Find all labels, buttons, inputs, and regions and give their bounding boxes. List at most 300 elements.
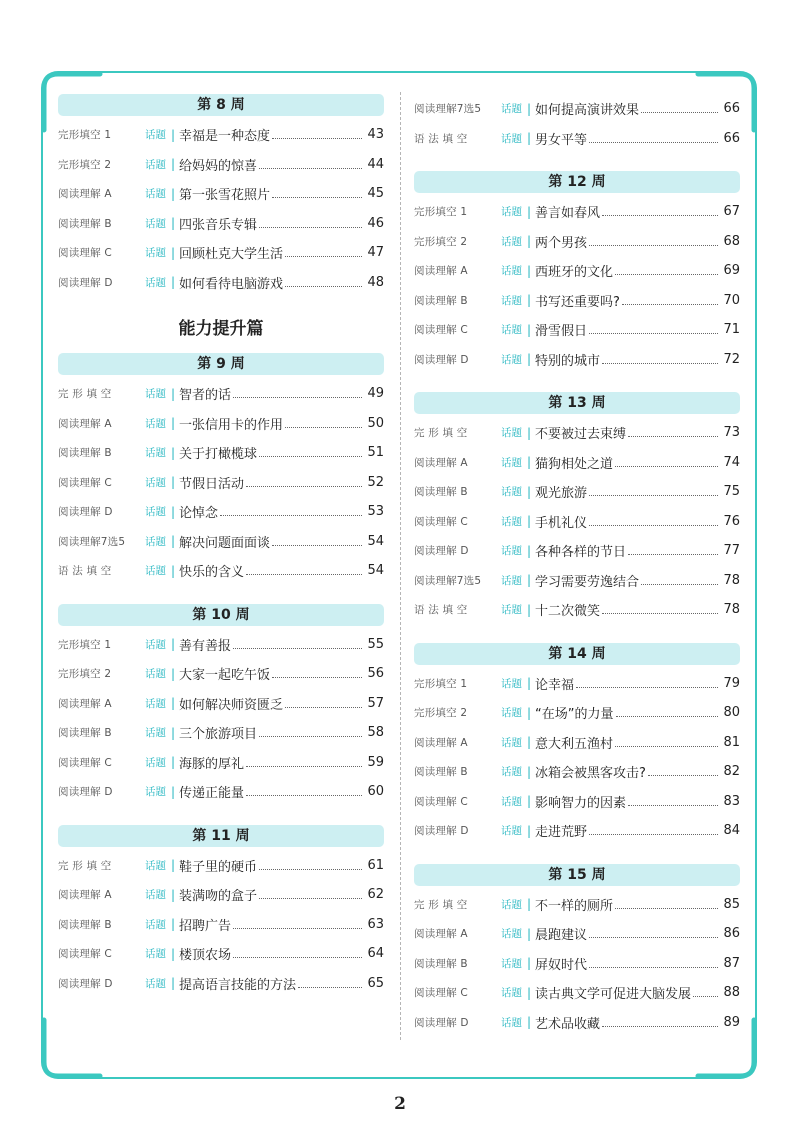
exercise-type-label: 阅读理解 D — [414, 1016, 469, 1029]
topic-tag: 话题 — [501, 545, 522, 558]
topic-tag: 话题 — [145, 276, 166, 289]
entry-page-number: 59 — [367, 754, 384, 770]
week-header: 第 13 周 — [414, 392, 740, 414]
topic-separator: | — [171, 887, 176, 902]
entry-title: 书写还重要吗? — [535, 294, 620, 310]
topic-tag: 话题 — [145, 859, 166, 872]
entry-title: 装满吻的盒子 — [179, 889, 258, 905]
entry-page-number: 48 — [367, 274, 384, 290]
toc-entry[interactable] — [58, 268, 384, 298]
week-header: 第 9 周 — [58, 353, 384, 375]
topic-separator: | — [527, 101, 532, 116]
topic-separator: | — [171, 976, 176, 991]
entry-title: 三个旅游项目 — [179, 727, 258, 743]
topic-separator: | — [527, 322, 532, 337]
topic-tag: 话题 — [501, 957, 522, 970]
toc-entry[interactable] — [414, 536, 740, 566]
dot-leader — [602, 613, 718, 614]
toc-entry[interactable] — [58, 910, 384, 940]
entry-page-number: 85 — [723, 896, 740, 912]
topic-tag: 话题 — [145, 756, 166, 769]
exercise-type-label: 语 法 填 空 — [414, 132, 468, 145]
dot-leader — [589, 245, 718, 246]
toc-entry[interactable] — [414, 919, 740, 949]
exercise-type-label: 阅读理解 B — [58, 727, 112, 740]
entry-title: 关于打橄榄球 — [179, 447, 258, 463]
topic-tag: 话题 — [501, 987, 522, 1000]
entry-title: 冰箱会被黑客攻击? — [535, 766, 646, 782]
exercise-type-label: 完 形 填 空 — [58, 388, 112, 401]
dot-leader — [285, 286, 362, 287]
topic-separator: | — [527, 956, 532, 971]
dot-leader — [272, 138, 362, 139]
entry-page-number: 80 — [723, 705, 740, 721]
topic-tag: 话题 — [145, 417, 166, 430]
topic-tag: 话题 — [501, 132, 522, 145]
block-spacer — [58, 586, 384, 604]
dot-leader — [220, 515, 362, 516]
exercise-type-label: 完形填空 1 — [58, 638, 112, 651]
topic-separator: | — [527, 985, 532, 1000]
exercise-type-label: 阅读理解 A — [58, 697, 112, 710]
entry-title: 海豚的厚礼 — [179, 756, 245, 772]
entry-title: 西班牙的文化 — [535, 265, 614, 281]
topic-tag: 话题 — [145, 476, 166, 489]
column-divider — [400, 92, 401, 1040]
toc-entry[interactable] — [414, 595, 740, 625]
topic-tag: 话题 — [145, 506, 166, 519]
entry-page-number: 66 — [723, 130, 740, 146]
topic-tag: 话题 — [145, 889, 166, 902]
entry-page-number: 79 — [723, 675, 740, 691]
topic-tag: 话题 — [145, 786, 166, 799]
toc-entry[interactable] — [58, 379, 384, 409]
topic-separator: | — [171, 534, 176, 549]
dot-leader — [272, 677, 362, 678]
topic-tag: 话题 — [501, 677, 522, 690]
topic-tag: 话题 — [501, 825, 522, 838]
toc-entry[interactable] — [414, 728, 740, 758]
topic-tag: 话题 — [501, 235, 522, 248]
toc-entry[interactable] — [58, 939, 384, 969]
topic-separator: | — [527, 455, 532, 470]
topic-separator: | — [171, 416, 176, 431]
topic-separator: | — [171, 245, 176, 260]
week-header: 第 14 周 — [414, 643, 740, 665]
topic-separator: | — [527, 234, 532, 249]
toc-entry[interactable] — [414, 757, 740, 787]
topic-tag: 话题 — [145, 697, 166, 710]
entry-title: 艺术品收藏 — [535, 1016, 601, 1032]
dot-leader — [259, 168, 362, 169]
topic-tag: 话题 — [145, 129, 166, 142]
toc-entry[interactable] — [414, 507, 740, 537]
dot-leader — [233, 928, 362, 929]
exercise-type-label: 完 形 填 空 — [414, 898, 468, 911]
topic-tag: 话题 — [145, 188, 166, 201]
entry-title: 不要被过去束缚 — [535, 427, 627, 443]
entry-title: 传递正能量 — [179, 786, 245, 802]
toc-entry[interactable] — [58, 969, 384, 999]
exercise-type-label: 完 形 填 空 — [58, 859, 112, 872]
topic-separator: | — [171, 637, 176, 652]
topic-separator: | — [527, 425, 532, 440]
entry-title: 智者的话 — [179, 388, 232, 404]
exercise-type-label: 完形填空 1 — [414, 206, 468, 219]
toc-entry[interactable] — [58, 209, 384, 239]
topic-tag: 话题 — [145, 535, 166, 548]
exercise-type-label: 阅读理解7选5 — [58, 535, 126, 548]
exercise-type-label: 阅读理解 A — [414, 456, 468, 469]
entry-page-number: 46 — [367, 215, 384, 231]
entry-page-number: 63 — [367, 916, 384, 932]
exercise-type-label: 完形填空 2 — [414, 707, 468, 720]
dot-leader — [615, 466, 718, 467]
dot-leader — [628, 554, 718, 555]
entry-title: 屏奴时代 — [535, 957, 588, 973]
toc-entry[interactable] — [58, 438, 384, 468]
topic-separator: | — [171, 186, 176, 201]
topic-tag: 话题 — [501, 294, 522, 307]
toc-entry[interactable] — [414, 1008, 740, 1038]
topic-separator: | — [527, 293, 532, 308]
topic-tag: 话题 — [501, 736, 522, 749]
topic-separator: | — [527, 735, 532, 750]
toc-entry[interactable] — [58, 468, 384, 498]
week-header: 第 10 周 — [58, 604, 384, 626]
topic-tag: 话题 — [501, 265, 522, 278]
entry-title: 读古典文学可促进大脑发展 — [535, 987, 692, 1003]
exercise-type-label: 完形填空 2 — [58, 668, 112, 681]
exercise-type-label: 阅读理解 B — [414, 294, 468, 307]
week-header: 第 11 周 — [58, 825, 384, 847]
topic-separator: | — [527, 352, 532, 367]
entry-title: 给妈妈的惊喜 — [179, 158, 258, 174]
toc-entry[interactable] — [58, 497, 384, 527]
toc-entry[interactable] — [58, 556, 384, 586]
entry-page-number: 89 — [723, 1014, 740, 1030]
exercise-type-label: 阅读理解 B — [58, 447, 112, 460]
topic-separator: | — [171, 666, 176, 681]
entry-page-number: 82 — [723, 764, 740, 780]
topic-tag: 话题 — [145, 158, 166, 171]
topic-tag: 话题 — [501, 324, 522, 337]
topic-separator: | — [171, 725, 176, 740]
entry-page-number: 74 — [723, 454, 740, 470]
exercise-type-label: 阅读理解 D — [58, 506, 113, 519]
topic-separator: | — [171, 504, 176, 519]
topic-separator: | — [527, 131, 532, 146]
entry-page-number: 78 — [723, 572, 740, 588]
dot-leader — [285, 427, 362, 428]
topic-separator: | — [171, 127, 176, 142]
entry-page-number: 62 — [367, 887, 384, 903]
exercise-type-label: 完形填空 2 — [414, 235, 468, 248]
dot-leader — [259, 227, 362, 228]
toc-entry[interactable] — [414, 698, 740, 728]
exercise-type-label: 阅读理解 C — [414, 515, 468, 528]
week-header: 第 15 周 — [414, 864, 740, 886]
topic-tag: 话题 — [145, 638, 166, 651]
exercise-type-label: 阅读理解 D — [414, 545, 469, 558]
toc-entry[interactable] — [414, 566, 740, 596]
entry-page-number: 75 — [723, 484, 740, 500]
toc-entry[interactable] — [414, 816, 740, 846]
topic-separator: | — [171, 696, 176, 711]
entry-title: 大家一起吃午饭 — [179, 668, 271, 684]
dot-leader — [589, 967, 718, 968]
topic-tag: 话题 — [145, 977, 166, 990]
dot-leader — [589, 333, 718, 334]
topic-separator: | — [171, 445, 176, 460]
entry-page-number: 67 — [723, 204, 740, 220]
dot-leader — [693, 996, 718, 997]
topic-separator: | — [171, 917, 176, 932]
topic-separator: | — [527, 794, 532, 809]
entry-title: 影响智力的因素 — [535, 795, 627, 811]
topic-separator: | — [171, 386, 176, 401]
toc-entry[interactable] — [58, 851, 384, 881]
entry-page-number: 72 — [723, 351, 740, 367]
topic-separator: | — [527, 573, 532, 588]
dot-leader — [246, 766, 362, 767]
exercise-type-label: 语 法 填 空 — [414, 604, 468, 617]
dot-leader — [285, 256, 362, 257]
toc-entry[interactable] — [414, 94, 740, 124]
entry-page-number: 57 — [367, 695, 384, 711]
toc-entry[interactable] — [414, 315, 740, 345]
toc-entry[interactable] — [58, 880, 384, 910]
dot-leader — [233, 957, 362, 958]
exercise-type-label: 阅读理解 D — [58, 786, 113, 799]
entry-title: “在场”的力量 — [535, 707, 614, 723]
toc-entry[interactable] — [414, 669, 740, 699]
topic-tag: 话题 — [145, 388, 166, 401]
dot-leader — [285, 707, 362, 708]
toc-entry[interactable] — [414, 197, 740, 227]
exercise-type-label: 完形填空 1 — [414, 677, 468, 690]
topic-separator: | — [171, 755, 176, 770]
topic-separator: | — [171, 216, 176, 231]
dot-leader — [648, 775, 718, 776]
entry-title: 论悼念 — [179, 506, 219, 522]
topic-tag: 话题 — [145, 668, 166, 681]
entry-title: 意大利五渔村 — [535, 736, 614, 752]
exercise-type-label: 阅读理解7选5 — [414, 103, 482, 116]
topic-separator: | — [171, 157, 176, 172]
toc-entry[interactable] — [414, 787, 740, 817]
block-spacer — [414, 374, 740, 392]
dot-leader — [615, 908, 718, 909]
toc-entry[interactable] — [414, 286, 740, 316]
entry-page-number: 88 — [723, 985, 740, 1001]
dot-leader — [233, 648, 362, 649]
topic-tag: 话题 — [501, 353, 522, 366]
dot-leader — [589, 495, 718, 496]
toc-entry[interactable] — [58, 527, 384, 557]
entry-title: 提高语言技能的方法 — [179, 977, 297, 993]
toc-entry[interactable] — [414, 890, 740, 920]
topic-tag: 话题 — [145, 247, 166, 260]
exercise-type-label: 阅读理解 C — [58, 247, 112, 260]
block-spacer — [414, 625, 740, 643]
toc-entry[interactable] — [58, 409, 384, 439]
toc-entry[interactable] — [414, 978, 740, 1008]
entry-page-number: 44 — [367, 156, 384, 172]
topic-separator: | — [527, 204, 532, 219]
dot-leader — [259, 869, 362, 870]
topic-tag: 话题 — [145, 217, 166, 230]
toc-entry[interactable] — [58, 179, 384, 209]
entry-title: 解决问题面面谈 — [179, 535, 271, 551]
toc-entry[interactable] — [414, 227, 740, 257]
dot-leader — [259, 898, 362, 899]
entry-title: 十二次微笑 — [535, 604, 601, 620]
dot-leader — [628, 805, 718, 806]
entry-title: 幸福是一种态度 — [179, 129, 271, 145]
exercise-type-label: 阅读理解 A — [414, 265, 468, 278]
entry-title: 走进荒野 — [535, 825, 588, 841]
entry-title: 快乐的含义 — [179, 565, 245, 581]
exercise-type-label: 阅读理解 D — [58, 977, 113, 990]
toc-entry[interactable] — [58, 659, 384, 689]
entry-title: 招聘广告 — [179, 918, 232, 934]
toc-entry[interactable] — [414, 124, 740, 154]
toc-left-column — [58, 94, 384, 998]
entry-page-number: 84 — [723, 823, 740, 839]
dot-leader — [602, 1026, 718, 1027]
topic-tag: 话题 — [501, 766, 522, 779]
exercise-type-label: 阅读理解 C — [414, 324, 468, 337]
entry-page-number: 86 — [723, 926, 740, 942]
topic-separator: | — [171, 475, 176, 490]
topic-separator: | — [527, 602, 532, 617]
topic-separator: | — [171, 784, 176, 799]
toc-entry[interactable] — [58, 718, 384, 748]
entry-title: 男女平等 — [535, 132, 588, 148]
entry-page-number: 50 — [367, 415, 384, 431]
exercise-type-label: 阅读理解 D — [414, 825, 469, 838]
entry-page-number: 69 — [723, 263, 740, 279]
entry-page-number: 68 — [723, 233, 740, 249]
topic-separator: | — [171, 858, 176, 873]
entry-page-number: 55 — [367, 636, 384, 652]
entry-page-number: 70 — [723, 292, 740, 308]
toc-entry[interactable] — [58, 238, 384, 268]
week-header: 第 8 周 — [58, 94, 384, 116]
entry-page-number: 65 — [367, 975, 384, 991]
exercise-type-label: 完 形 填 空 — [414, 427, 468, 440]
dot-leader — [589, 142, 718, 143]
entry-title: 手机礼仪 — [535, 515, 588, 531]
entry-title: 如何看待电脑游戏 — [179, 276, 284, 292]
week-header: 第 12 周 — [414, 171, 740, 193]
exercise-type-label: 阅读理解 B — [414, 486, 468, 499]
entry-title: 观光旅游 — [535, 486, 588, 502]
dot-leader — [259, 456, 362, 457]
entry-page-number: 54 — [367, 533, 384, 549]
toc-entry[interactable] — [414, 949, 740, 979]
entry-title: 两个男孩 — [535, 235, 588, 251]
entry-title: 如何解决师资匮乏 — [179, 697, 284, 713]
section-title: 能力提升篇 — [178, 319, 264, 339]
topic-tag: 话题 — [501, 456, 522, 469]
entry-page-number: 45 — [367, 186, 384, 202]
dot-leader — [246, 486, 362, 487]
toc-right-column — [414, 94, 740, 1037]
toc-entry[interactable] — [414, 345, 740, 375]
exercise-type-label: 阅读理解7选5 — [414, 574, 482, 587]
toc-entry[interactable] — [58, 689, 384, 719]
exercise-type-label: 阅读理解 A — [414, 736, 468, 749]
entry-title: 回顾杜克大学生活 — [179, 247, 284, 263]
topic-tag: 话题 — [145, 447, 166, 460]
exercise-type-label: 阅读理解 D — [58, 276, 113, 289]
dot-leader — [641, 112, 718, 113]
topic-tag: 话题 — [501, 1016, 522, 1029]
topic-tag: 话题 — [501, 928, 522, 941]
dot-leader — [622, 304, 718, 305]
topic-tag: 话题 — [501, 486, 522, 499]
entry-title: 论幸福 — [535, 677, 575, 693]
toc-entry[interactable] — [58, 630, 384, 660]
toc-entry[interactable] — [58, 777, 384, 807]
dot-leader — [589, 525, 718, 526]
dot-leader — [602, 363, 718, 364]
page-number: 2 — [394, 1094, 406, 1114]
entry-page-number: 64 — [367, 946, 384, 962]
exercise-type-label: 阅读理解 D — [414, 353, 469, 366]
topic-tag: 话题 — [145, 565, 166, 578]
entry-page-number: 77 — [723, 543, 740, 559]
entry-title: 善有善报 — [179, 638, 232, 654]
topic-separator: | — [527, 484, 532, 499]
block-spacer — [414, 153, 740, 171]
entry-title: 滑雪假日 — [535, 324, 588, 340]
exercise-type-label: 阅读理解 C — [414, 987, 468, 1000]
exercise-type-label: 阅读理解 C — [414, 795, 468, 808]
exercise-type-label: 阅读理解 A — [58, 417, 112, 430]
topic-separator: | — [527, 926, 532, 941]
toc-entry[interactable] — [414, 256, 740, 286]
dot-leader — [272, 545, 362, 546]
exercise-type-label: 完形填空 1 — [58, 129, 112, 142]
entry-title: 特别的城市 — [535, 353, 601, 369]
exercise-type-label: 阅读理解 B — [58, 918, 112, 931]
toc-entry[interactable] — [58, 748, 384, 778]
entry-title: 如何提高演讲效果 — [535, 103, 640, 119]
entry-page-number: 61 — [367, 857, 384, 873]
toc-entry[interactable] — [414, 477, 740, 507]
toc-entry[interactable] — [58, 150, 384, 180]
entry-page-number: 76 — [723, 513, 740, 529]
topic-tag: 话题 — [501, 795, 522, 808]
toc-entry[interactable] — [58, 120, 384, 150]
exercise-type-label: 阅读理解 A — [58, 188, 112, 201]
entry-page-number: 51 — [367, 445, 384, 461]
topic-tag: 话题 — [501, 206, 522, 219]
dot-leader — [615, 274, 718, 275]
dot-leader — [602, 215, 718, 216]
entry-title: 楼顶农场 — [179, 948, 232, 964]
dot-leader — [259, 736, 362, 737]
topic-tag: 话题 — [501, 103, 522, 116]
entry-page-number: 56 — [367, 666, 384, 682]
toc-entry[interactable] — [414, 418, 740, 448]
exercise-type-label: 阅读理解 C — [58, 948, 112, 961]
topic-tag: 话题 — [501, 898, 522, 911]
toc-entry[interactable] — [414, 448, 740, 478]
